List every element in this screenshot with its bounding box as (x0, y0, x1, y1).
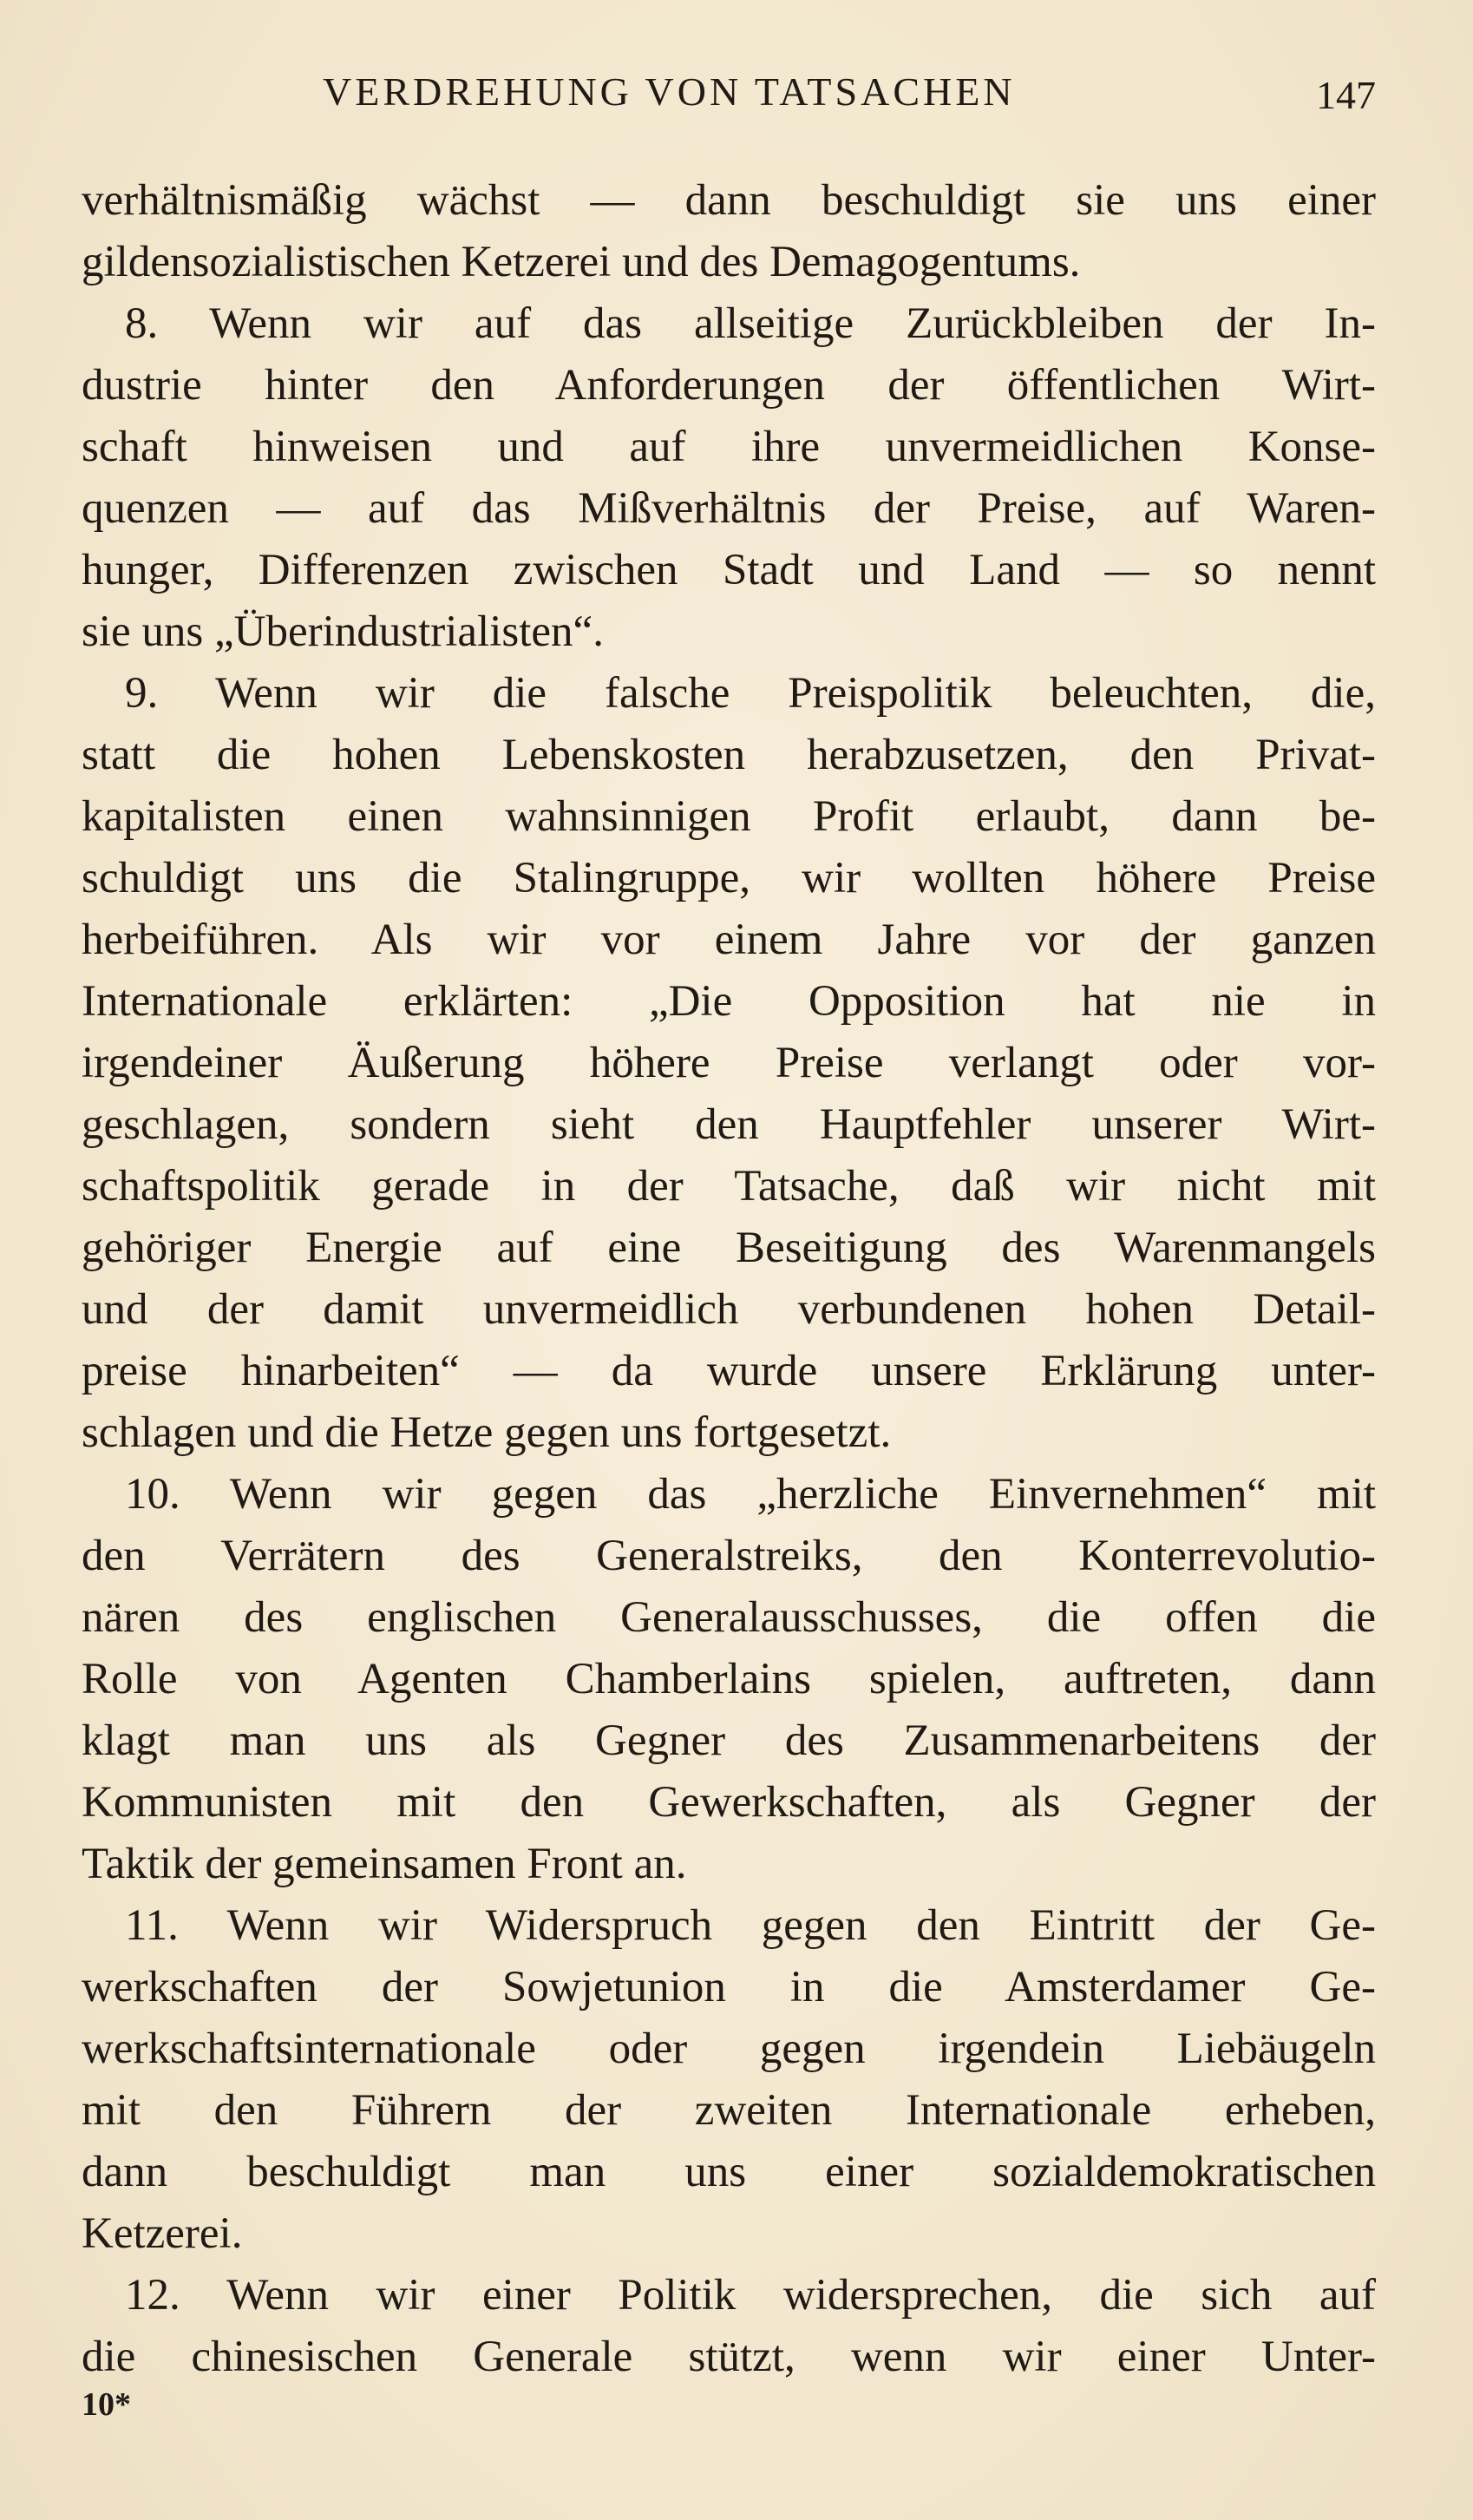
text-line: kapitalisten einen wahnsinnigen Profit erlaubt, dann be- (82, 792, 1376, 841)
text-line: sie uns „Überindustrialisten“. (82, 607, 604, 656)
text-line: 12. Wenn wir einer Politik widersprechen, die sich auf (125, 2271, 1376, 2320)
text-line: geschlagen, sondern sieht den Hauptfehler unserer Wirt- (82, 1100, 1376, 1149)
text-line: verhältnismäßig wächst — dann beschuldigt sie uns einer (82, 176, 1376, 225)
text-line: hunger, Differenzen zwischen Stadt und Land — so nennt (82, 546, 1376, 594)
text-line: Internationale erklärten: „Die Opposition hat nie in (82, 977, 1376, 1026)
text-line: werkschaften der Sowjetunion in die Amsterdamer Ge- (82, 1963, 1376, 2011)
text-line: die chinesischen Generale stützt, wenn wir einer Unter- (82, 2333, 1376, 2381)
text-line: preise hinarbeiten“ — da wurde unsere Erklärung unter- (82, 1347, 1376, 1395)
text-line: statt die hohen Lebenskosten herabzusetzen, den Privat- (82, 731, 1376, 779)
printer-signature: 10* (82, 2386, 131, 2423)
text-line: gildensozialistischen Ketzerei und des Demagogentums. (82, 238, 1081, 286)
text-line: und der damit unvermeidlich verbundenen hohen Detail- (82, 1285, 1376, 1334)
text-line: schaft hinweisen und auf ihre unvermeidlichen Konse- (82, 423, 1376, 471)
text-line: herbeiführen. Als wir vor einem Jahre vor der ganzen (82, 915, 1376, 964)
running-title: VERDREHUNG VON TATSACHEN (323, 69, 1016, 114)
text-line: Kommunisten mit den Gewerkschaften, als Gegner der (82, 1778, 1376, 1827)
text-line: schuldigt uns die Stalingruppe, wir wollten höhere Preise (82, 854, 1376, 902)
text-line: klagt man uns als Gegner des Zusammenarbeitens der (82, 1716, 1376, 1765)
body-text (82, 170, 1376, 2388)
text-line: Rolle von Agenten Chamberlains spielen, auftreten, dann (82, 1655, 1376, 1703)
text-line: gehöriger Energie auf eine Beseitigung des Warenmangels (82, 1224, 1376, 1272)
text-line: dann beschuldigt man uns einer sozialdemokratischen (82, 2148, 1376, 2196)
text-line: schlagen und die Hetze gegen uns fortgesetzt. (82, 1408, 892, 1457)
text-line: schaftspolitik gerade in der Tatsache, daß wir nicht mit (82, 1162, 1376, 1211)
text-line: werkschaftsinternationale oder gegen irgendein Liebäugeln (82, 2025, 1376, 2073)
text-line: 8. Wenn wir auf das allseitige Zurückbleiben der In- (125, 299, 1376, 348)
text-line: 10. Wenn wir gegen das „herzliche Einvernehmen“ mit (125, 1470, 1376, 1519)
text-line: Ketzerei. (82, 2209, 243, 2258)
text-line: mit den Führern der zweiten Internationale erheben, (82, 2086, 1376, 2135)
text-line: Taktik der gemeinsamen Front an. (82, 1840, 687, 1888)
text-line: 9. Wenn wir die falsche Preispolitik beleuchten, die, (125, 669, 1376, 718)
page-header (82, 66, 1376, 118)
text-line: quenzen — auf das Mißverhältnis der Preise, auf Waren- (82, 484, 1376, 533)
text-line: den Verrätern des Generalstreiks, den Konterrevolutio- (82, 1532, 1376, 1580)
text-line: irgendeiner Äußerung höhere Preise verlangt oder vor- (82, 1039, 1376, 1087)
page-number: 147 (1316, 73, 1376, 117)
text-line: dustrie hinter den Anforderungen der öffentlichen Wirt- (82, 361, 1376, 410)
text-line: nären des englischen Generalausschusses, die offen die (82, 1593, 1376, 1642)
text-line: 11. Wenn wir Widerspruch gegen den Eintritt der Ge- (125, 1901, 1376, 1950)
